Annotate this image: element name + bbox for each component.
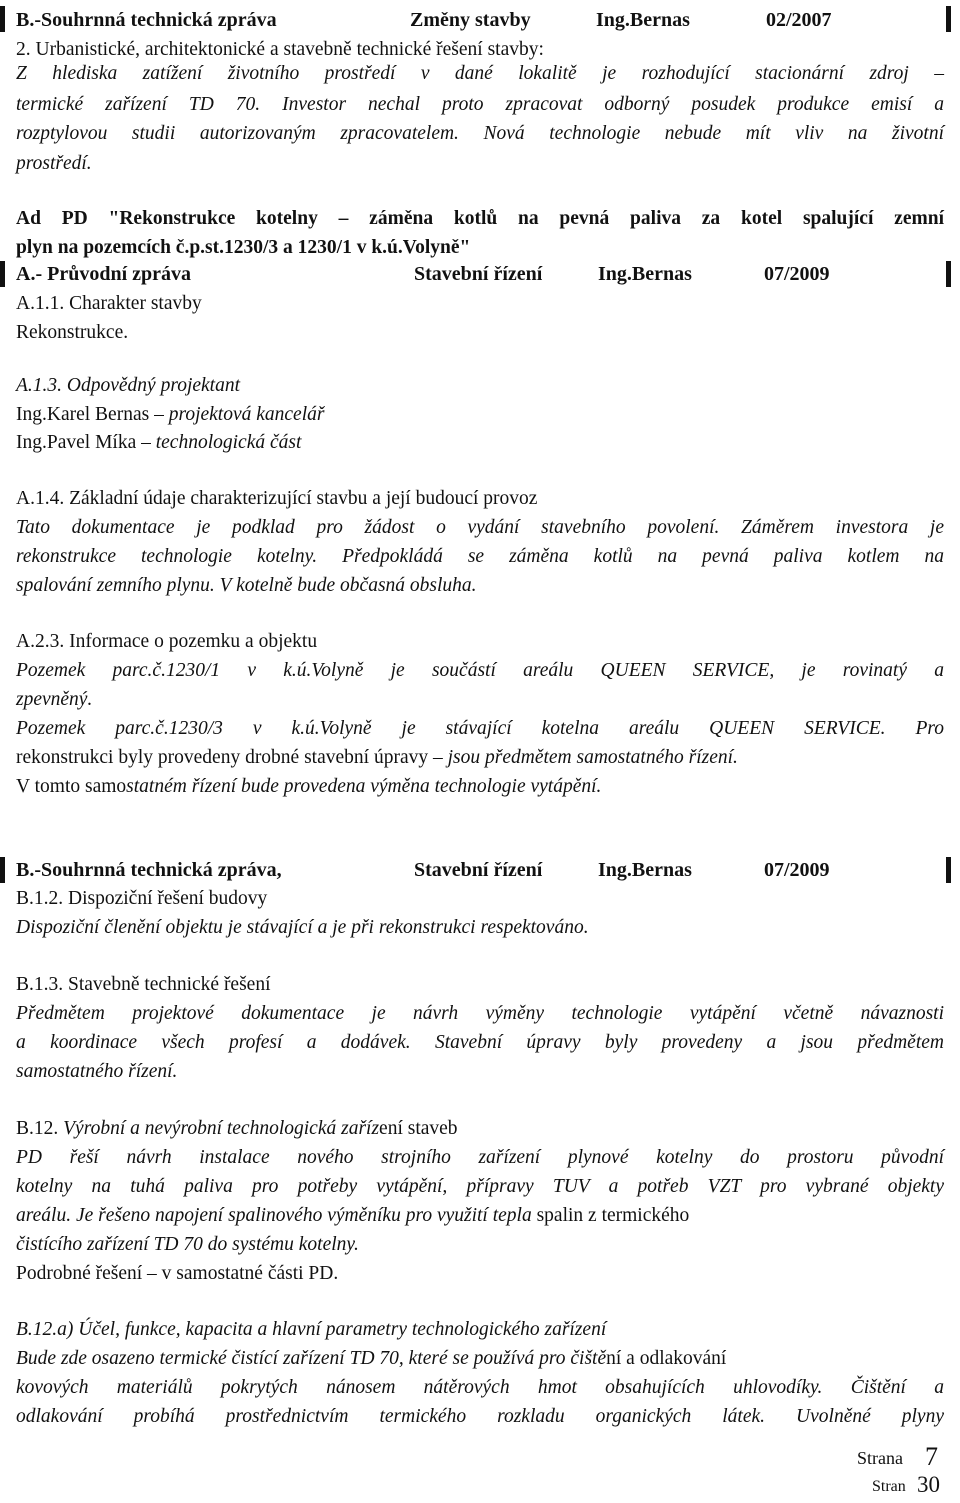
header-phase: Změny stavby (410, 9, 531, 31)
total-pages-label: Stran (872, 1478, 906, 1495)
person-line (16, 431, 301, 455)
page-header (16, 6, 960, 34)
text-run: areálu. Je řešeno napojení spalinového výměníku pro využití tepla (16, 1205, 532, 1226)
header-bar-right (946, 261, 951, 287)
heading-text: A.1.3. Odpovědný projektant (16, 375, 241, 396)
text-run: B.12. (16, 1118, 64, 1139)
header-bar-right (946, 6, 951, 32)
paragraph-line: PD řeší návrh instalace nového strojního zařízení plynové kotelny do prostoru původní (16, 1147, 944, 1168)
header-author: Ing.Bernas (598, 859, 692, 881)
paragraph-line: kotelny na tuhá paliva pro potřeby vytápění, přípravy TUV a potřeb VZT pro vybrané objekty (16, 1176, 944, 1197)
header-date: 02/2007 (766, 9, 832, 31)
person-role: – technologická část (136, 432, 302, 453)
page-number: 7 (925, 1442, 938, 1471)
paragraph-line: Podrobné řešení – v samostatné části PD. (16, 1263, 339, 1284)
paragraph-line: rekonstrukce technologie kotelny. Předpokládá se záměna kotlů na pevná paliva kotlem na (16, 546, 944, 567)
paragraph-line: Pozemek parc.č.1230/1 v k.ú.Volyně je součástí areálu QUEEN SERVICE, je rovinatý a (16, 660, 944, 681)
header-bar-left (0, 261, 5, 287)
header-title: B.-Souhrnná technická zpráva (16, 9, 277, 31)
header-phase: Stavební řízení (414, 859, 543, 881)
paragraph-line: zpevněný. (16, 689, 93, 710)
section-heading: A.1.4. Základní údaje charakterizující stavbu a její budoucí provoz (16, 488, 538, 509)
text-run: ení staveb (379, 1118, 458, 1139)
header-title: A.- Průvodní zpráva (16, 263, 191, 285)
paragraph-line (16, 1347, 726, 1371)
text-run: ní a odlakování (606, 1348, 727, 1369)
person-name: Ing.Karel Bernas (16, 404, 150, 425)
paragraph-line: odlakování probíhá prostřednictvím termického rozkladu organických látek. Uvolněné plyny (16, 1406, 944, 1427)
section-heading: 2. Urbanistické, architektonické a stavebně technické řešení stavby: (16, 39, 544, 60)
project-title: plyn na pozemcích č.p.st.1230/3 a 1230/1 v k.ú.Volyně" (16, 237, 471, 258)
paragraph-line: Dispoziční členění objektu je stávající a je při rekonstrukci respektováno. (16, 917, 589, 938)
paragraph-line: kovových materiálů pokrytých nánosem nátěrových hmot obsahujících uhlovodíky. Čištění a (16, 1377, 944, 1398)
paragraph-line: Tato dokumentace je podklad pro žádost o vydání stavebního povolení. Záměrem investora je (16, 517, 944, 538)
person-line (16, 403, 324, 427)
paragraph-line: Předmětem projektové dokumentace je návrh výměny technologie vytápění včetně návaznosti (16, 1003, 944, 1024)
paragraph-line: čistícího zařízení TD 70 do systému kotelny. (16, 1234, 359, 1255)
text-run: statném řízení bude provedena výměna technologie vytápění. (126, 776, 602, 797)
page-label: Strana (857, 1448, 903, 1468)
person-name: Ing.Pavel Míka (16, 432, 137, 453)
paragraph-line: rozptylovou studii autorizovaným zpracovatelem. Nová technologie nebude mít vliv na životní (16, 123, 944, 144)
total-pages-number: 30 (917, 1472, 940, 1497)
header-author: Ing.Bernas (596, 9, 690, 31)
section-heading: B.1.2. Dispoziční řešení budovy (16, 888, 268, 909)
project-title: Ad PD "Rekonstrukce kotelny – záměna kotlů na pevná paliva za kotel spalující zemní (16, 208, 944, 229)
text-run: Výrobní a nevýrobní technologická zaříz (63, 1118, 380, 1139)
text-run: V tomto samo (16, 776, 127, 797)
paragraph-line: termické zařízení TD 70. Investor nechal proto zpracovat odborný posudek produkce emisí a (16, 94, 944, 115)
section-heading: A.1.1. Charakter stavby (16, 293, 202, 314)
text-run: Bude zde osazeno termické čistící zařízení TD 70, které se používá pro čiště (16, 1348, 607, 1369)
section-heading: A.2.3. Informace o pozemku a objektu (16, 631, 318, 652)
header-bar-left (0, 857, 5, 883)
header-date: 07/2009 (764, 859, 830, 881)
header-phase: Stavební řízení (414, 263, 543, 285)
text-run: spalin z termického (531, 1205, 690, 1226)
text-run: rekonstrukci byly provedeny drobné stavební úpravy (16, 747, 429, 768)
page-header (16, 260, 960, 288)
paragraph-line: Pozemek parc.č.1230/3 v k.ú.Volyně je stávající kotelna areálu QUEEN SERVICE. Pro (16, 718, 944, 739)
header-title: B.-Souhrnná technická zpráva, (16, 859, 282, 881)
paragraph-line: samostatného řízení. (16, 1061, 178, 1082)
header-date: 07/2009 (764, 263, 830, 285)
header-bar-right (946, 857, 951, 883)
paragraph-line: Rekonstrukce. (16, 322, 129, 343)
section-heading: B.12.a) Účel, funkce, kapacita a hlavní parametry technologického zařízení (16, 1319, 607, 1340)
section-heading (16, 1117, 458, 1141)
paragraph-line (16, 746, 738, 770)
paragraph-line: prostředí. (16, 153, 92, 174)
section-heading (16, 374, 240, 398)
text-run: – jsou předmětem samostatného řízení. (428, 747, 738, 768)
paragraph-line (16, 1204, 689, 1228)
header-author: Ing.Bernas (598, 263, 692, 285)
header-bar-left (0, 6, 5, 32)
section-heading: B.1.3. Stavebně technické řešení (16, 974, 271, 995)
page-header (16, 856, 960, 884)
paragraph-line: Z hlediska zatížení životního prostředí v dané lokalitě je rozhodující stacionární zdroj – (16, 63, 944, 84)
paragraph-line (16, 775, 601, 799)
person-role: – projektová kancelář (149, 404, 325, 425)
paragraph-line: a koordinace všech profesí a dodávek. Stavební úpravy byly provedeny a jsou předmětem (16, 1032, 944, 1053)
paragraph-line: spalování zemního plynu. V kotelně bude občasná obsluha. (16, 575, 477, 596)
